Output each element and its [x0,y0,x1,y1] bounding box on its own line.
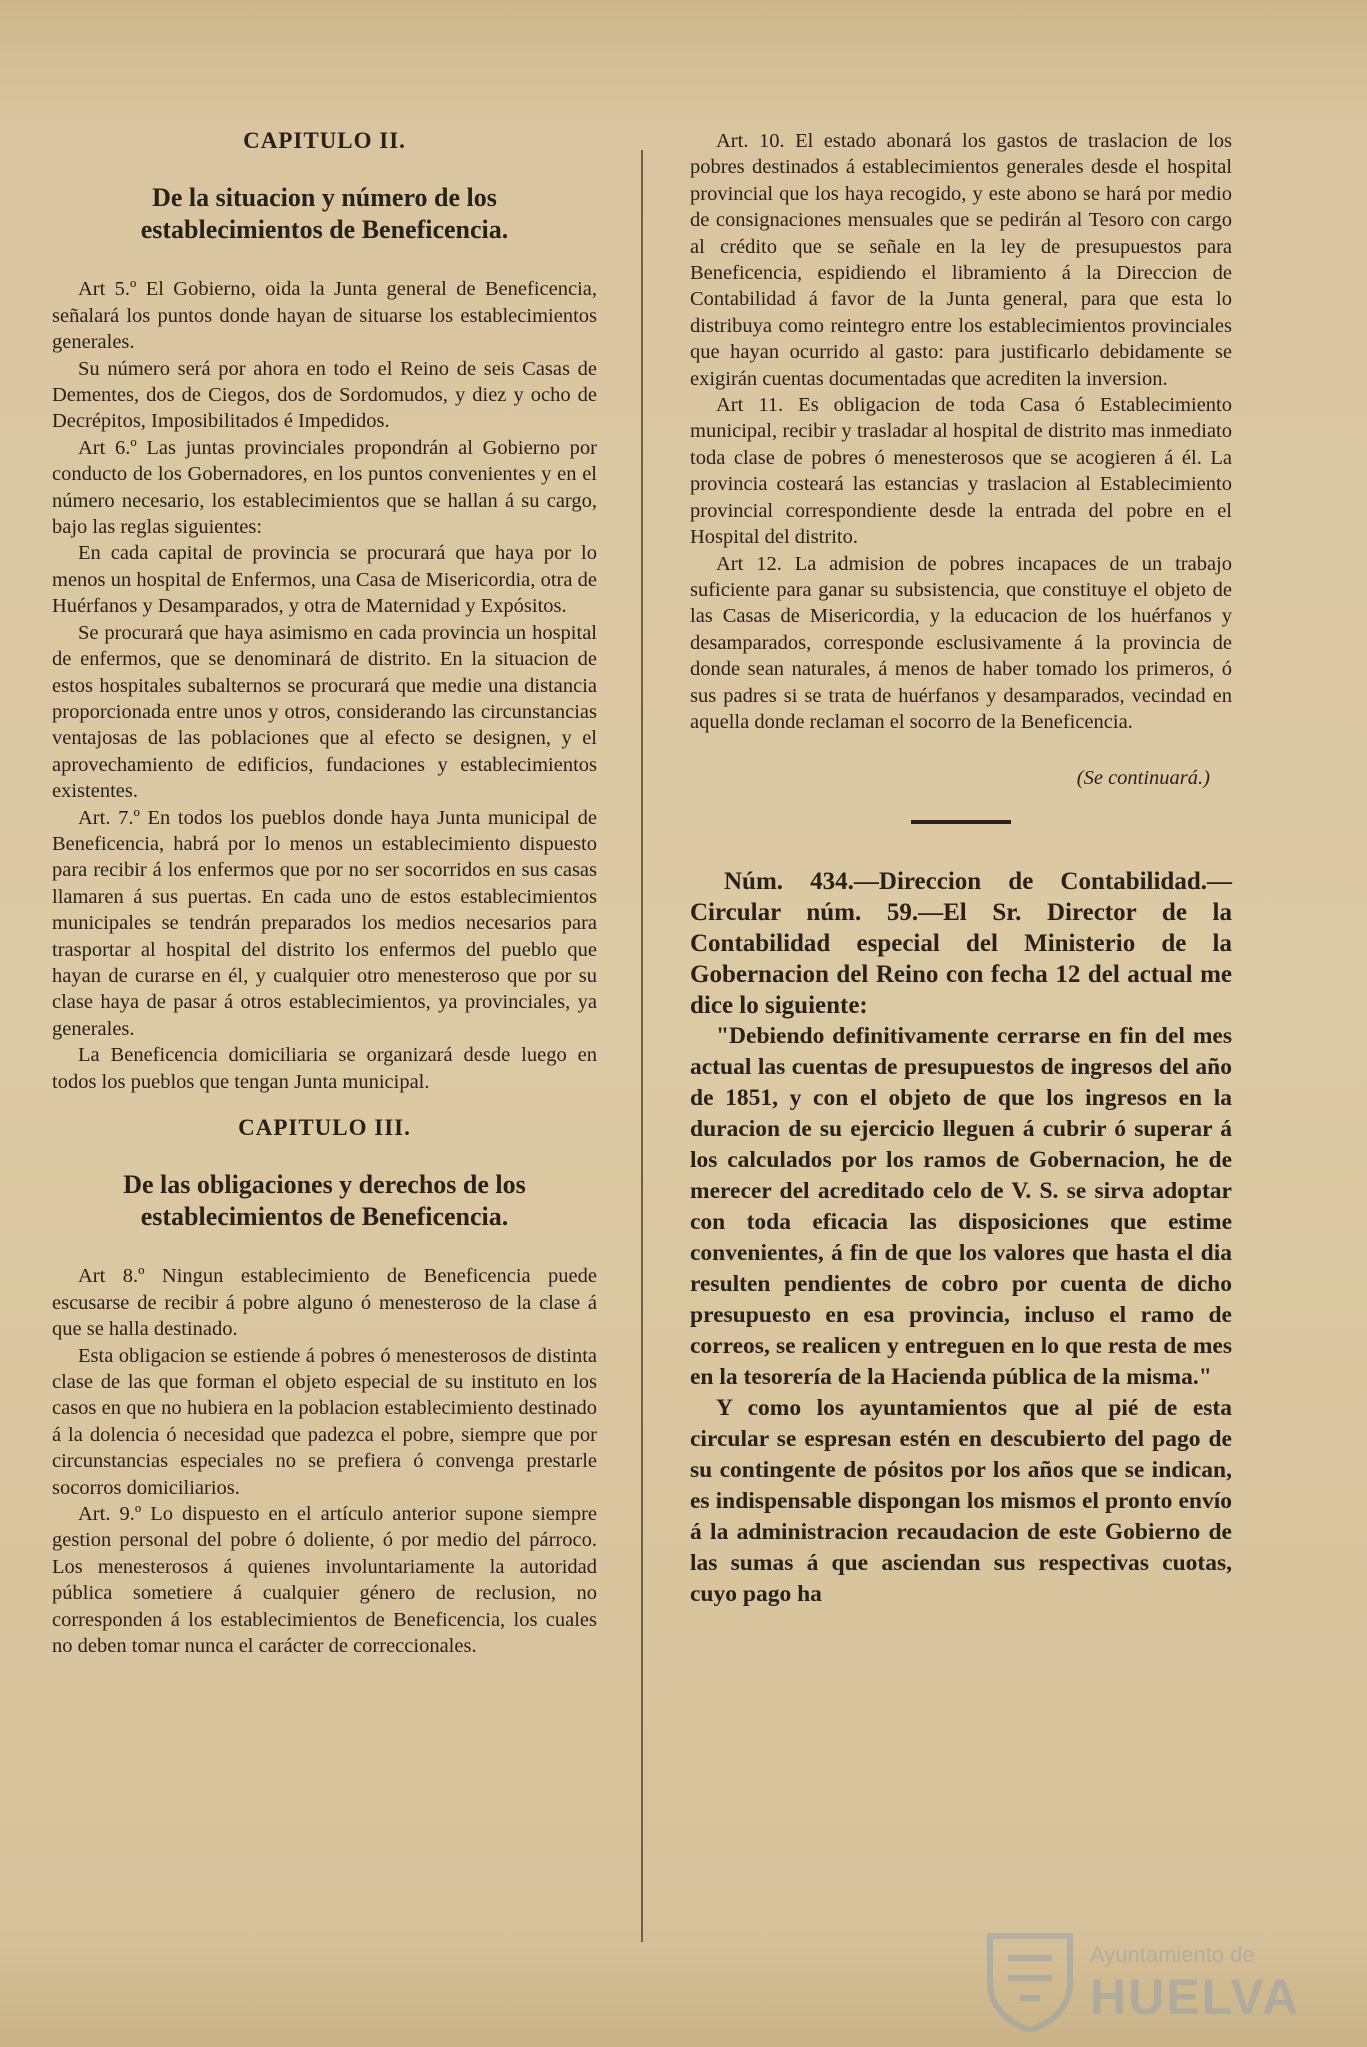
watermark-line-1: Ayuntamiento de [1090,1942,1255,1967]
chapter-2-title: CAPITULO II. [243,128,406,153]
column-divider [641,150,643,1942]
circular-quote: "Debiendo definitivamente cerrarse en fin del mes actual las cuentas de presupuestos de ingresos del año de 1851, y con el objeto de que los ingresos en la duracion de su ejercicio lleguen á cubrir ó superar á los calculados por los ramos de Gobernacion, he de merecer del acreditado celo de V. S. se sirva adoptar con toda eficacia las disposiciones que estime convenientes, á fin de que los valores que hasta el dia resulten pendientes de cobro por cuenta de dicho presupuesto en esa provincia, incluso el ramo de correos, se realicen y entreguen en lo que resta de mes en la tesorería de la Hacienda pública de la misma." [690,1022,1232,1390]
continuation-note: (Se continuará.) [1076,767,1210,790]
article-10: Art. 10. El estado abonará los gastos de traslacion de los pobres destinados á establecimientos generales desde el hospital provincial que los haya recogido, y este abono se hará por medio de consignaciones mensuales que se pedirán al Tesoro con cargo al crédito que se señale en la ley de presupuestos para Beneficencia, espidiendo el libramiento á la Direccion de Contabilidad á favor de la Junta general, para que esta lo distribuya como reintegro entre los establecimientos provinciales que hayan ocurrido al gasto: para justificarlo debidamente se exigirán cuentas documentadas que acrediten la inversion. [690,130,1232,390]
article-8-cont: Esta obligacion se estiende á pobres ó menesterosos de distinta clase de las que forman el objeto especial de su instituto en los casos en que no hubiera en la poblacion establecimiento destinado á la dolencia ó necesidad que padezca el pobre, siempre que por circunstancias especiales no se prefiera ó convenga prestarle socorros domiciliarios. [52,1344,597,1499]
article-12: Art 12. La admision de pobres incapaces de un trabajo suficiente para ganar su subsistencia, que constituye el objeto de las Casas de Misericordia, y la educacion de los huérfanos y desamparados, corresponde esclusivamente á la provincia de donde sean naturales, á menos de haber tomado los primeros, ó sus padres si se trata de huérfanos y desamparados, vecindad en aquella donde reclaman el socorro de la Beneficencia. [690,552,1232,733]
circular-section [690,866,1232,1610]
article-8: Art 8.º Ningun establecimiento de Beneficencia puede escusarse de recibir á pobre alguno ó menesteroso de la clase á que se halla destinado. [52,1265,597,1341]
article-6: Art 6.º Las juntas provinciales propondrán al Gobierno por conducto de los Gobernadores, en los puntos convenientes y en el número necesario, los establecimientos que se hallan á su cargo, bajo las reglas siguientes: [52,436,597,539]
circular-heading: Núm. 434.—Direccion de Contabilidad.—Circular núm. 59.—El Sr. Director de la Contabilidad especial del Ministerio de la Gobernacion del Reino con fecha 12 del actual me dice lo siguiente: [690,867,1232,1019]
article-6-rule-2: Se procurará que haya asimismo en cada provincia un hospital de enfermos, que se denominará de distrito. En la situacion de estos hospitales subalternos se procurará que medie una distancia proporcionada entre unos y otros, considerando las circunstancias ventajosas de las poblaciones que al efecto se designen, y el aprovechamiento de edificios, fundaciones y establecimientos existentes. [52,621,597,803]
archive-watermark [980,1928,1300,2032]
article-5-cont: Su número será por ahora en todo el Reino de seis Casas de Dementes, dos de Ciegos, dos de Sordomudos, y diez y ocho de Decrépitos, Imposibilitados é Impedidos. [52,357,597,433]
article-9: Art. 9.º Lo dispuesto en el artículo anterior supone siempre gestion personal del pobre ó doliente, ó por medio del párroco. Los menesterosos á quienes involuntariamente la autoridad pública sometiere á cualquier género de reclusion, no corresponden á los establecimientos de Beneficencia, los cuales no deben tomar nunca el carácter de correccionales. [52,1503,597,1658]
article-5: Art 5.º El Gobierno, oida la Junta general de Beneficencia, señalará los puntos donde hayan de situarse los establecimientos generales. [52,278,597,354]
section-separator [911,820,1011,824]
watermark-line-2: HUELVA [1090,1969,1301,2025]
article-7-cont: La Beneficencia domiciliaria se organizará desde luego en todos los pueblos que tengan Junta municipal. [52,1044,597,1093]
article-11: Art 11. Es obligacion de toda Casa ó Establecimiento municipal, recibir y trasladar al hospital de distrito mas inmediato toda clase de pobres ó menesterosos que se acogieren á él. La provincia costeará las estancias y traslacion al Establecimiento provincial correspondiente desde la entrada del pobre en el Hospital del distrito. [690,394,1232,549]
right-column [690,128,1232,1610]
article-6-rule-1: En cada capital de provincia se procurará que haya por lo menos un hospital de Enfermos, una Casa de Misericordia, otra de Huérfanos y Desamparados, y otra de Maternidad y Expósitos. [52,542,597,618]
chapter-3-title: CAPITULO III. [238,1115,411,1140]
left-column [52,128,597,1660]
shield-icon [980,1928,1080,2032]
article-7: Art. 7.º En todos los pueblos donde haya Junta municipal de Beneficencia, habrá por lo menos un establecimiento dispuesto para recibir á los enfermos que por no ser socorridos en sus casas llamaren á sus puertas. En cada uno de estos establecimientos municipales se tendrán preparados los medios necesarios para trasportar al hospital del distrito los enfermos del pueblo que hayan de curarse en él, y cualquier otro menesteroso que por su clase haya de pasar á otros establecimientos, ya provinciales, ya generales. [52,806,597,1040]
chapter-2-subtitle: De la situacion y número de los establecimientos de Beneficencia. [140,183,509,245]
chapter-3-subtitle: De las obligaciones y derechos de los establecimientos de Beneficencia. [123,1170,526,1232]
circular-body: Y como los ayuntamientos que al pié de esta circular se espresan estén en descubierto del pago de su contingente de pósitos por los años que se indican, es indispensable dispongan los mismos el pronto envío á la administracion recaudacion de este Gobierno de las sumas á que asciendan sus respectivas cuotas, cuyo pago ha [690,1394,1232,1607]
